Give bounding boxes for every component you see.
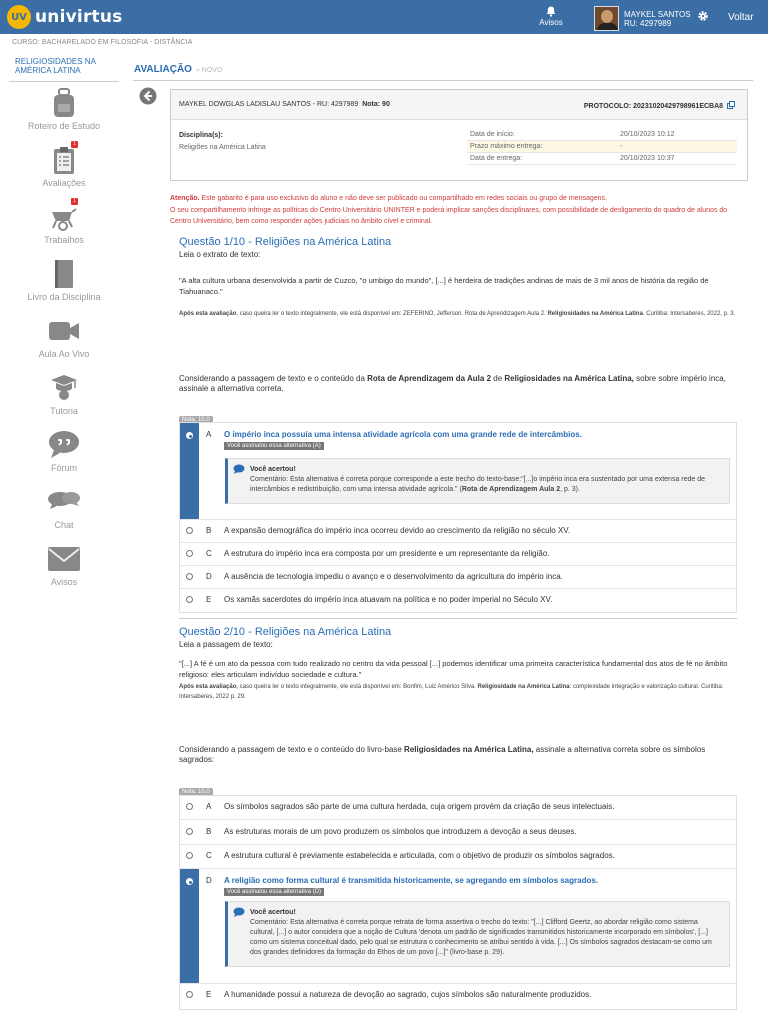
dates-table <box>467 129 737 165</box>
ref-text-2: . Curitiba: Intersaberes, 2022, p. 3. <box>642 311 736 317</box>
sidebar-item-label: Trabalhos <box>44 235 84 245</box>
date-row <box>467 153 737 165</box>
gear-icon[interactable] <box>697 10 709 22</box>
question-divider <box>179 618 737 619</box>
prompt-part: assinale a alternativa correta sobre os símbolos sagrados: <box>179 745 706 764</box>
radio-button[interactable] <box>186 432 193 439</box>
feedback-bold: Rota de Aprendizagem Aula 2 <box>461 486 561 493</box>
alternative-letter: B <box>206 526 212 535</box>
graduation-cap-icon <box>50 373 78 403</box>
question-quote: "[...] A fé é um ato da pessoa com tudo realizado no centro da vida pessoal [...] podemos identificar uma primeira característica fundamental dos atos de fé no âmbito religioso: eles articulam indivíduo sociedade e cultura." <box>179 659 728 679</box>
alternative-text: A estrutura cultural é previamente estabelecida e articulada, com o objetivo de produzir os símbolos sagrados. <box>224 851 615 860</box>
top-bar <box>0 0 768 34</box>
nota-total: Nota: 90 <box>362 101 390 108</box>
alternative-text: Os xamãs sacerdotes do império inca atuavam na política e no poder imperial no Século XV. <box>224 595 553 604</box>
logo-text: univirtus <box>35 7 123 27</box>
alternative-letter: E <box>206 595 212 604</box>
warning-text-2: O seu compartilhamento infringe as políticas do Centro Universitário UNINTER e poderá implicar sanções disciplinares, com possibilidade de desligamento do quadro de alunos do Centro Universitário, bem como responder ações judiciais no âmbito cível e criminal. <box>170 206 728 225</box>
protocolo <box>584 101 735 110</box>
comment-icon <box>233 907 245 917</box>
voltar-button[interactable]: Voltar <box>728 12 754 23</box>
radio-button[interactable] <box>186 550 193 557</box>
question-reference <box>179 682 737 702</box>
univirtus-logo[interactable] <box>7 5 122 29</box>
alternative-letter: D <box>206 572 212 581</box>
feedback-body: Comentário: Esta alternativa é correta porque corresponde a este trecho do texto-base:"[...]o império inca era sustentado por uma extensa rede de intercâmbios e redistribuição, com uma intensa atividade agrícola." ( <box>250 476 706 493</box>
alternative-text: O império inca possuía uma intensa atividade agrícola com uma grande rede de intercâmbios. <box>224 430 582 439</box>
video-camera-icon <box>48 316 80 346</box>
alternative-text: As estruturas morais de um povo produzem os símbolos que introduzem a devoção a seus deuses. <box>224 827 577 836</box>
question-title: Questão 2/10 - Religiões na América Latina <box>179 626 392 638</box>
ref-bold-2: Religiosidade na América Latina <box>477 684 570 690</box>
alternative-letter: E <box>206 990 212 999</box>
question-intro: Leia a passagem de texto: <box>179 640 273 649</box>
warning-bold: Atenção. <box>170 195 200 202</box>
question-1-alternatives <box>179 422 737 613</box>
disciplina-value: Religiões na América Latina <box>179 144 266 151</box>
avatar <box>594 6 619 31</box>
sidebar-item-label: Chat <box>54 520 74 530</box>
prompt-bold: Rota de Aprendizagem da Aula 2 <box>367 374 492 383</box>
alternative-a[interactable] <box>180 423 736 520</box>
wheelbarrow-icon <box>50 202 78 232</box>
date-row <box>467 129 737 141</box>
trabalhos-badge: 1 <box>71 198 78 205</box>
alternative-d[interactable] <box>180 869 736 984</box>
marked-badge: Você assinalou essa alternativa (D) <box>224 888 324 896</box>
prompt-bold: Religiosidades na América Latina, <box>504 374 634 383</box>
sidebar-item-avisos[interactable] <box>9 538 119 595</box>
sidebar <box>9 52 119 1024</box>
warning-notice <box>170 193 740 228</box>
ref-bold-2: Religiosidades na América Latina <box>547 311 643 317</box>
alternative-letter: B <box>206 827 212 836</box>
prompt-part: de <box>491 374 505 383</box>
date-label: Data de entrega: <box>470 155 523 162</box>
sidebar-item-chat[interactable] <box>9 481 119 538</box>
radio-button[interactable] <box>186 991 193 998</box>
student-info: MAYKEL DOWGLAS LADISLAU SANTOS - RU: 4297989 <box>179 101 359 108</box>
alternative-d[interactable] <box>180 566 736 589</box>
alternative-text: A ausência de tecnologia impediu o avanço e o desenvolvimento da agricultura do império inca. <box>224 572 563 581</box>
question-quote: "A alta cultura urbana desenvolvida a partir de Cuzco, "o umbigo do mundo", [...] é herdeira de tradições andinas de mais de 3 mil anos de história da região de Tiahuanaco." <box>179 276 709 296</box>
feedback-box <box>225 901 730 967</box>
radio-button[interactable] <box>186 852 193 859</box>
date-value: - <box>620 143 623 150</box>
page-title-text: AVALIAÇÃO <box>134 64 192 75</box>
logo-badge: UV <box>7 5 31 29</box>
alternative-letter: C <box>206 549 212 558</box>
ref-bold: Após esta avaliação <box>179 684 237 690</box>
feedback-text: Comentário: Esta alternativa é correta porque retrata de forma assertiva o trecho do texto: "[...] Clifford Geertz, ao abordar religião como sistema cultural, [...] o autor considera que a noção de Cultura 'denota um padrão de significados transmitidos historicamente incorporado em símbolos', [...] como um sistema conceitual dado, pelo qual se estrutura o conhecimento se atribui sentido à vida. [...] Os símbolos sagrados destacam-se como um dos grandes definidores da formação do Ethos de um povo [...]" (livro-base p. 29). <box>250 919 712 956</box>
ref-bold: Após esta avaliação <box>179 311 237 317</box>
sidebar-item-label: Avisos <box>50 577 78 587</box>
sidebar-item-label: Fórum <box>50 463 77 473</box>
alternative-letter: C <box>206 851 212 860</box>
sidebar-item-livro[interactable] <box>9 253 119 310</box>
clipboard-icon <box>51 145 77 175</box>
alternative-letter: A <box>206 430 212 439</box>
alternative-c[interactable] <box>180 845 736 869</box>
nota-badge: Nota: 10.0 <box>179 788 213 796</box>
avisos-top-label: Avisos <box>539 18 563 27</box>
back-arrow-icon[interactable] <box>139 87 157 105</box>
selected-bar <box>180 869 199 983</box>
date-value: 20/10/2023 10:37 <box>620 155 675 162</box>
alternative-text: A estrutura do império inca era composta por um presidente e um representante da religião. <box>224 549 550 558</box>
bell-icon <box>546 6 556 17</box>
breadcrumb: CURSO: BACHARELADO EM FILOSOFIA - DISTÂNCIA <box>12 39 193 46</box>
assessment-info-box <box>170 89 748 181</box>
feedback-end: , p. 3). <box>560 486 580 493</box>
user-name: MAYKEL SANTOS <box>624 9 691 19</box>
alternative-text: Os símbolos sagrados são parte de uma cultura herdada, cuja origem provém da criação de seus intelectuais. <box>224 802 615 811</box>
alternative-a[interactable] <box>180 796 736 820</box>
question-reference <box>179 309 737 319</box>
alternative-text: A religião como forma cultural é transmitida historicamente, se agregando em símbolos sagrados. <box>224 876 599 885</box>
user-profile[interactable] <box>594 6 691 31</box>
speech-bubble-icon <box>48 430 80 460</box>
comment-icon <box>233 464 245 474</box>
question-1-prompt <box>179 374 737 394</box>
question-2-prompt <box>179 745 737 765</box>
date-label: Prazo máximo entrega: <box>470 143 543 150</box>
sidebar-item-tutoria[interactable] <box>9 367 119 424</box>
feedback-text <box>250 475 721 495</box>
avisos-top-button[interactable] <box>535 6 567 27</box>
avaliacoes-badge: 1 <box>71 141 78 148</box>
alternative-e[interactable] <box>180 984 736 1009</box>
prompt-part: Considerando a passagem de texto e o conteúdo do livro-base <box>179 745 405 754</box>
prompt-bold: Religiosidades na América Latina, <box>404 745 534 754</box>
radio-button[interactable] <box>186 878 193 885</box>
question-title: Questão 1/10 - Religiões na América Latina <box>179 236 392 248</box>
radio-button[interactable] <box>186 596 193 603</box>
alternative-e[interactable] <box>180 589 736 612</box>
chat-bubbles-icon <box>47 487 81 517</box>
sidebar-item-label: Livro da Disciplina <box>27 292 101 302</box>
envelope-icon <box>47 544 81 574</box>
radio-button[interactable] <box>186 803 193 810</box>
copy-icon[interactable] <box>727 101 735 109</box>
sidebar-title[interactable]: RELIGIOSIDADES NA AMÉRICA LATINA <box>9 52 119 82</box>
question-1 <box>179 236 737 319</box>
feedback-title: Você acertou! <box>250 466 296 473</box>
nota-badge: Nota: 10.0 <box>179 416 213 424</box>
warning-text-1: Este gabarito é para uso exclusivo do aluno e não deve ser publicado ou compartilhado em redes sociais ou grupo de mensagens. <box>199 195 607 202</box>
sidebar-item-forum[interactable] <box>9 424 119 481</box>
date-row <box>467 141 737 153</box>
radio-button[interactable] <box>186 828 193 835</box>
title-divider <box>133 80 753 81</box>
question-intro: Leia o extrato de texto: <box>179 250 261 259</box>
book-icon <box>52 259 76 289</box>
prompt-part: sobre sobre império inca, assinale a alternativa correta. <box>179 374 726 393</box>
feedback-title: Você acertou! <box>250 909 296 916</box>
ref-text-2: : complexidade integração e valorização cultural. Curitiba: Intersaberes, 2022 p. 29. <box>179 684 724 700</box>
page-title <box>134 64 222 75</box>
radio-button[interactable] <box>186 573 193 580</box>
alternative-text: A humanidade possui a natureza de devoção ao sagrado, cujos símbolos são naturalmente produzidos. <box>224 990 592 999</box>
backpack-icon <box>51 88 77 118</box>
sidebar-item-roteiro[interactable] <box>9 82 119 139</box>
sidebar-item-aula-ao-vivo[interactable] <box>9 310 119 367</box>
prompt-part: Considerando a passagem de texto e o conteúdo da <box>179 374 368 383</box>
question-2 <box>179 626 737 702</box>
sidebar-item-trabalhos[interactable] <box>9 196 119 253</box>
marked-badge: Você assinalou essa alternativa (A) <box>224 442 324 450</box>
ref-text: , caso queira ler o texto integralmente, ele está disponível em: ZEFERINO, Jefferson. Rota de Aprendizagem Aula 2. <box>236 311 548 317</box>
date-value: 20/10/2023 10:12 <box>620 131 675 138</box>
alternative-letter: A <box>206 802 212 811</box>
sidebar-item-label: Tutoria <box>50 406 78 416</box>
alternative-b[interactable] <box>180 520 736 543</box>
feedback-box <box>225 458 730 504</box>
alternative-text: A expansão demográfica do império inca ocorreu devido ao crescimento da religião no século XV. <box>224 526 571 535</box>
date-label: Data de início: <box>470 131 515 138</box>
ref-text: , caso queira ler o texto integralmente, ele está disponível em: Bonfim, Luiz Américo Silva. <box>236 684 478 690</box>
alternative-b[interactable] <box>180 820 736 845</box>
sidebar-item-label: Roteiro de Estudo <box>27 121 101 131</box>
disciplina-label: Disciplina(s): <box>179 132 223 139</box>
user-ru: RU: 4297989 <box>624 18 672 28</box>
question-2-alternatives <box>179 795 737 1010</box>
protocolo-text: PROTOCOLO: 20231020429798961ECBA8 <box>583 103 724 110</box>
sidebar-item-label: Avaliações <box>42 178 86 188</box>
page-subtitle: » NOVO <box>195 67 223 74</box>
sidebar-item-label: Aula Ao Vivo <box>38 349 90 359</box>
radio-button[interactable] <box>186 527 193 534</box>
alternative-c[interactable] <box>180 543 736 566</box>
sidebar-item-avaliacoes[interactable] <box>9 139 119 196</box>
alternative-letter: D <box>206 876 212 885</box>
